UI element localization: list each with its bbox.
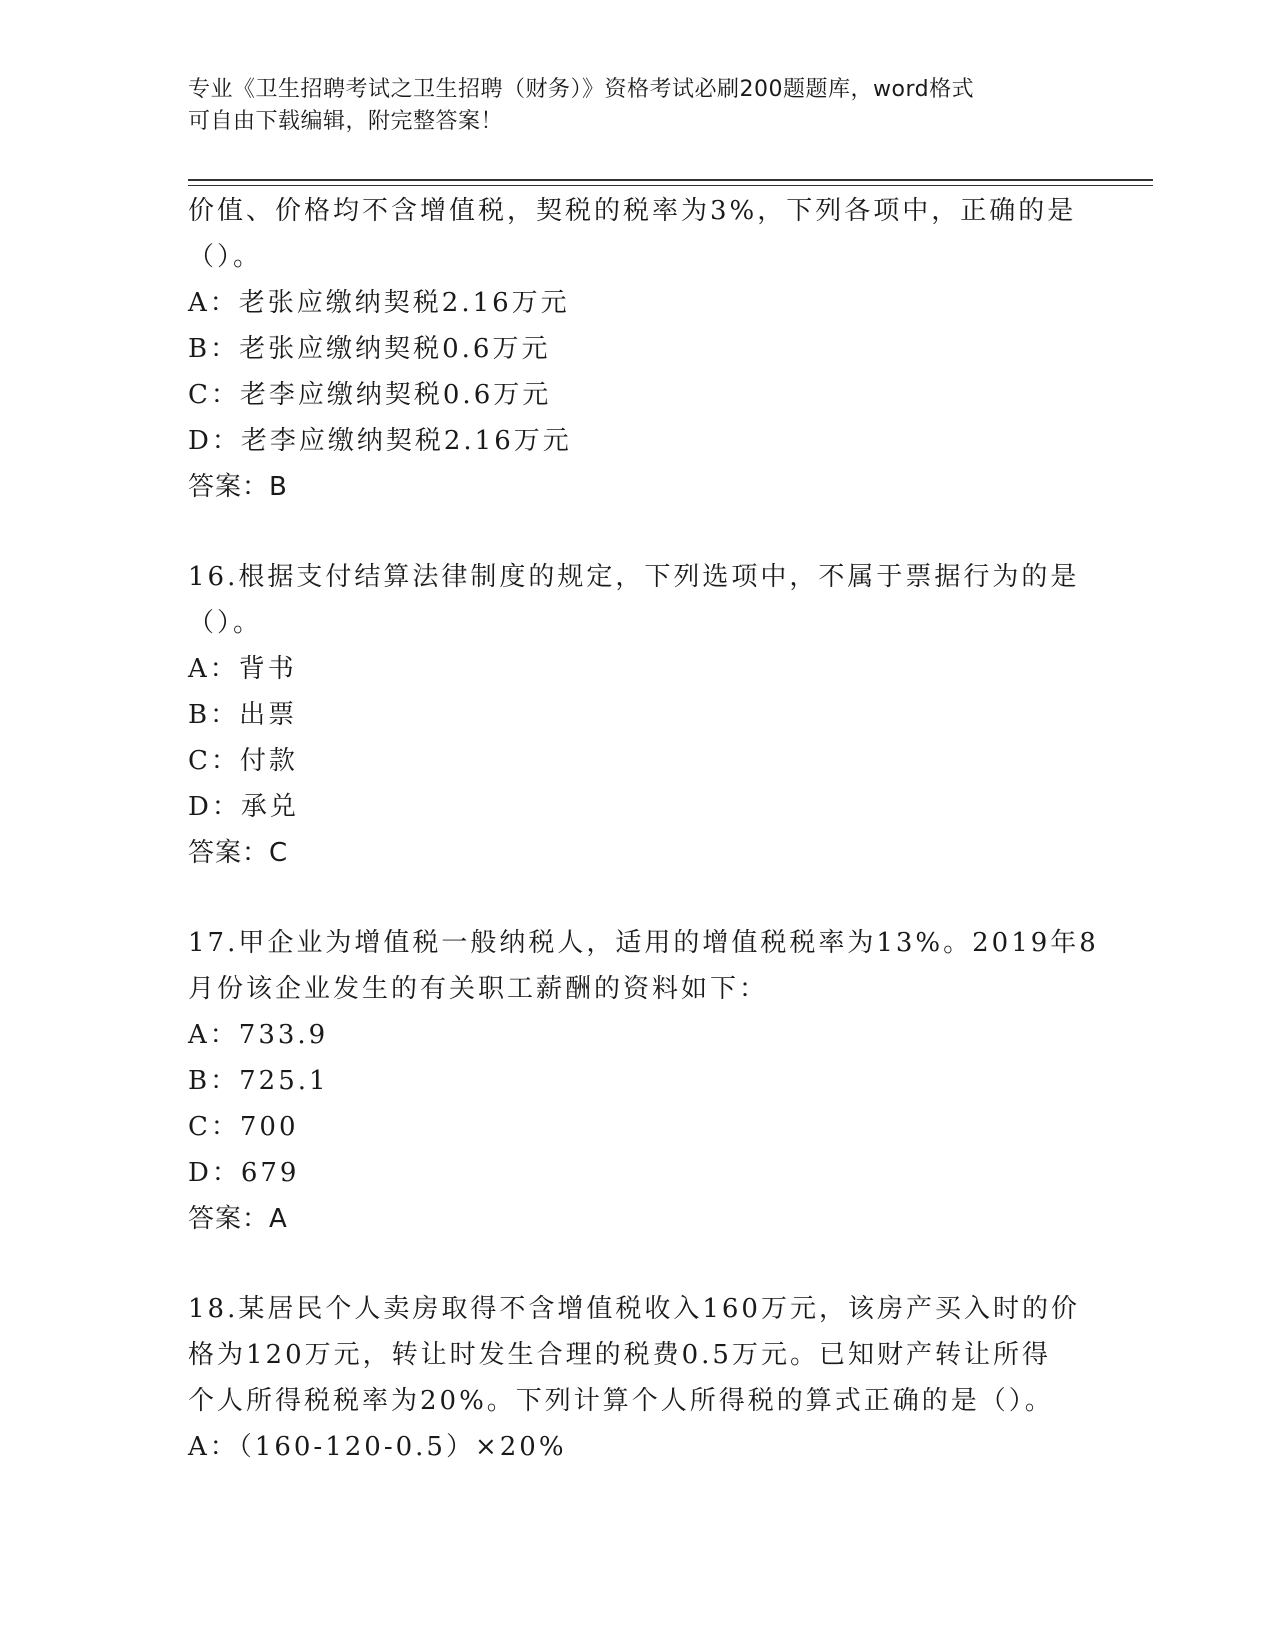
option-a: A：老张应缴纳契税2.16万元 (188, 288, 570, 318)
question-list (188, 188, 1099, 1470)
header-title-line-1: 专业《卫生招聘考试之卫生招聘（财务）》资格考试必刷200题题库，word格式 (188, 77, 975, 102)
question-stem-line: 16.根据支付结算法律制度的规定，下列选项中，不属于票据行为的是 (188, 562, 1080, 592)
question-stem-line: 月份该企业发生的有关职工薪酬的资料如下： (188, 974, 769, 1004)
option-d: D：承兑 (188, 792, 299, 822)
question-stem-line: 个人所得税税率为20%。下列计算个人所得税的算式正确的是（）。 (188, 1386, 1054, 1416)
header-title-line-2: 可自由下载编辑，附完整答案！ (188, 109, 504, 134)
question-stem-line: 格为120万元，转让时发生合理的税费0.5万元。已知财产转让所得 (188, 1340, 1051, 1370)
question-stem-line: 价值、价格均不含增值税，契税的税率为3%，下列各项中，正确的是 (188, 196, 1077, 226)
option-a: A：733.9 (188, 1020, 329, 1050)
question-17 (188, 920, 1099, 1242)
answer-label: 答案：B (188, 472, 288, 502)
document-header (188, 74, 1068, 138)
question-stem-line: 17.甲企业为增值税一般纳税人，适用的增值税税率为13%。2019年8 (188, 928, 1099, 958)
option-a: A：背书 (188, 654, 297, 684)
option-b: B：出票 (188, 700, 298, 730)
option-d: D：老李应缴纳契税2.16万元 (188, 426, 572, 456)
answer-label: 答案：A (188, 1204, 288, 1234)
header-divider (188, 179, 1153, 186)
option-c: C：老李应缴纳契税0.6万元 (188, 380, 552, 410)
option-b: B：老张应缴纳契税0.6万元 (188, 334, 551, 364)
option-c: C：付款 (188, 746, 298, 776)
question-18 (188, 1286, 1088, 1470)
question-15 (188, 188, 1088, 510)
option-d: D：679 (188, 1158, 300, 1188)
question-stem-line: （）。 (188, 242, 263, 272)
option-b: B：725.1 (188, 1066, 329, 1096)
answer-label: 答案：C (188, 838, 289, 868)
question-stem-line: （）。 (188, 608, 263, 638)
question-stem-line: 18.某居民个人卖房取得不含增值税收入160万元，该房产买入时的价 (188, 1294, 1080, 1324)
question-16 (188, 554, 1088, 876)
option-a: A：（160-120-0.5）×20% (188, 1432, 567, 1462)
option-c: C：700 (188, 1112, 299, 1142)
